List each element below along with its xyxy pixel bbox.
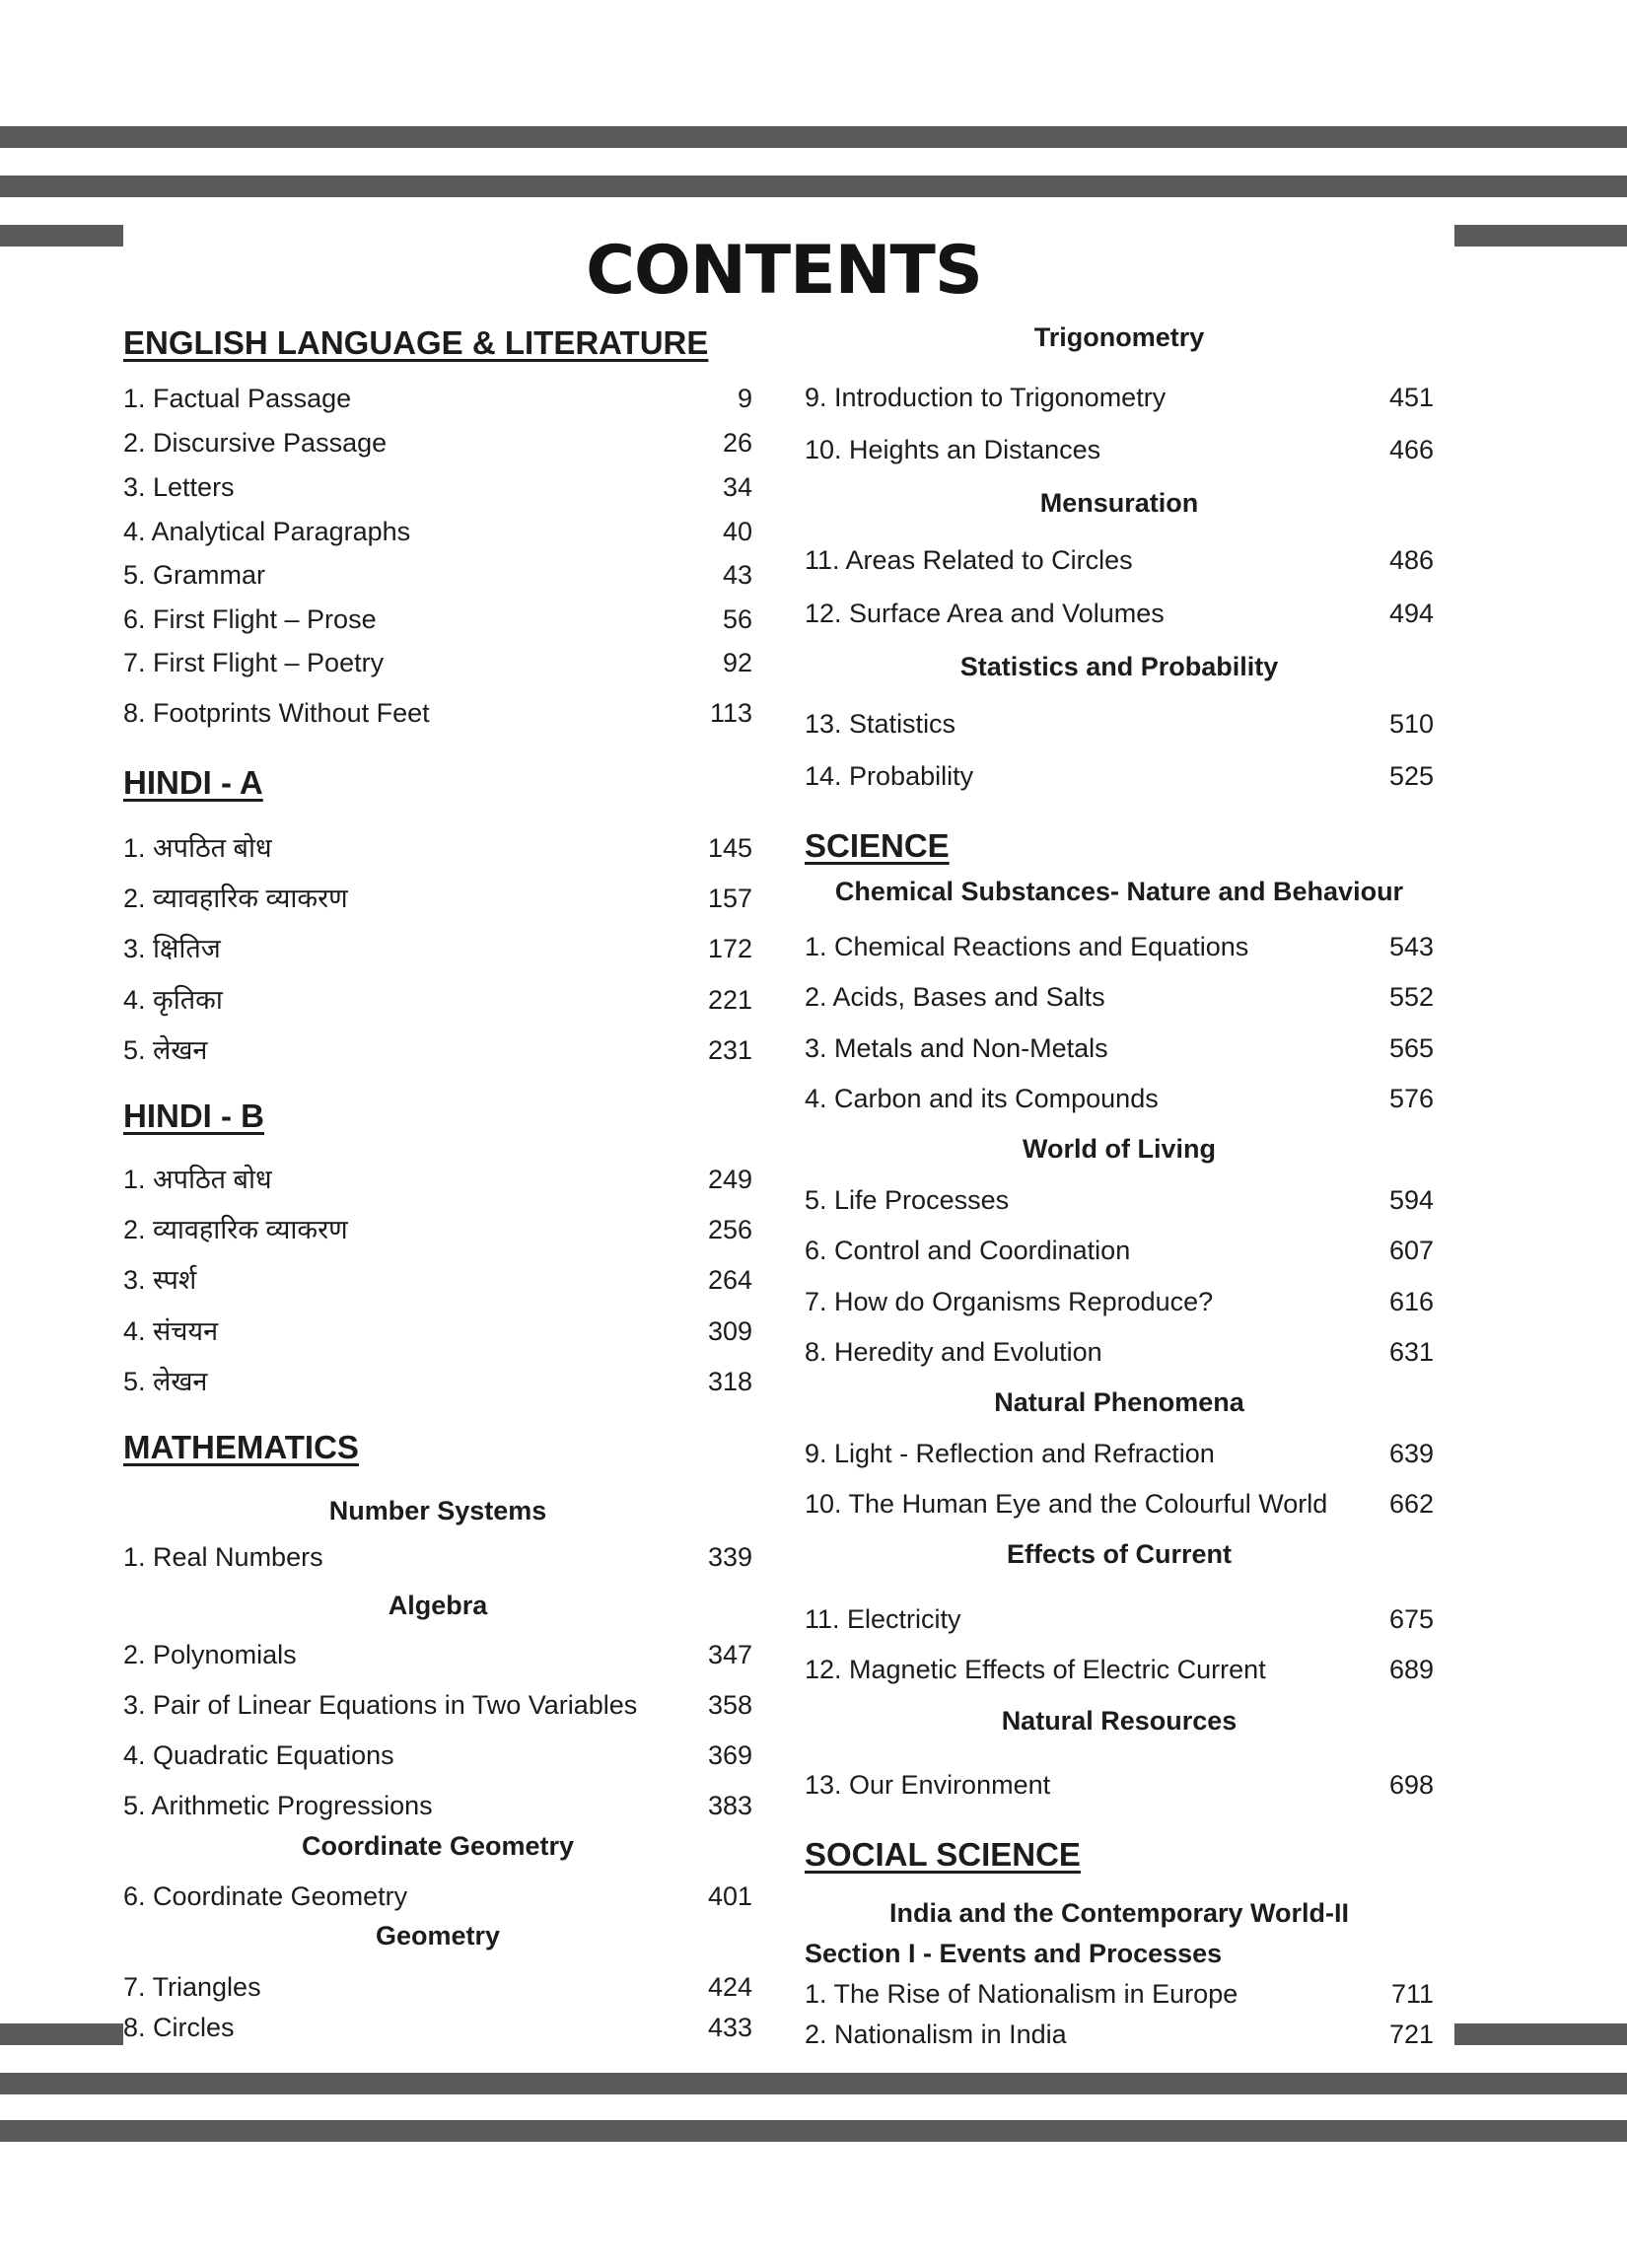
section-heading-social-science: SOCIAL SCIENCE: [805, 1836, 1081, 1873]
toc-entry[interactable]: [123, 982, 752, 1018]
entry-title: 5. Life Processes: [805, 1185, 1010, 1215]
entry-page: 383: [707, 1791, 752, 1820]
entry-page: 401: [707, 1881, 752, 1911]
toc-entry[interactable]: [123, 1788, 752, 1823]
bottom-stripe-1: [0, 2073, 1627, 2094]
top-stripe-2: [0, 176, 1627, 197]
toc-entry[interactable]: [805, 380, 1434, 415]
toc-entry[interactable]: [123, 557, 752, 593]
top-stripe-1: [0, 126, 1627, 148]
entry-title: 5. लेखन: [123, 1367, 208, 1396]
subheading-effects-of-current: Effects of Current: [1006, 1539, 1233, 1569]
subheading-world-of-living: World of Living: [1023, 1134, 1216, 1164]
toc-entry[interactable]: [123, 1687, 752, 1723]
toc-entry[interactable]: [805, 706, 1434, 742]
toc-entry[interactable]: [123, 1878, 752, 1914]
toc-entry[interactable]: [805, 1976, 1434, 2012]
subheading-mensuration: Mensuration: [1039, 488, 1199, 518]
subheading-number-systems: Number Systems: [328, 1496, 547, 1525]
entry-title: 12. Surface Area and Volumes: [805, 599, 1165, 628]
toc-entry[interactable]: [805, 1233, 1434, 1268]
subheading-natural-resources: Natural Resources: [1001, 1706, 1238, 1736]
entry-page: 486: [1388, 545, 1434, 575]
toc-entry[interactable]: [805, 432, 1434, 467]
entry-page: 698: [1388, 1770, 1434, 1800]
entry-title: 2. व्यावहारिक व्याकरण: [123, 884, 348, 913]
toc-entry[interactable]: [805, 1436, 1434, 1471]
entry-title: 8. Footprints Without Feet: [123, 698, 430, 728]
section-heading-mathematics: MATHEMATICS: [123, 1429, 359, 1465]
entry-page: 256: [707, 1215, 752, 1244]
toc-entry[interactable]: [805, 2017, 1434, 2052]
subheading-trigonometry: Trigonometry: [1033, 322, 1205, 352]
toc-entry[interactable]: [123, 830, 752, 866]
entry-title: 4. Analytical Paragraphs: [123, 517, 411, 546]
toc-entry[interactable]: [805, 1767, 1434, 1803]
entry-title: 7. Triangles: [123, 1972, 261, 2002]
entry-page: 9: [737, 384, 752, 413]
page-title: CONTENTS: [586, 232, 982, 310]
entry-title: 10. The Human Eye and the Colourful World: [805, 1489, 1328, 1519]
entry-title: 7. How do Organisms Reproduce?: [805, 1287, 1214, 1316]
toc-entry[interactable]: [123, 695, 752, 731]
toc-entry[interactable]: [123, 1212, 752, 1247]
toc-entry[interactable]: [123, 1313, 752, 1349]
entry-title: 9. Light - Reflection and Refraction: [805, 1439, 1215, 1468]
entry-title: 2. Acids, Bases and Salts: [805, 982, 1105, 1012]
entry-page: 525: [1388, 761, 1434, 791]
entry-title: 3. स्पर्श: [123, 1265, 197, 1295]
toc-entry[interactable]: [123, 645, 752, 680]
toc-entry[interactable]: [123, 1364, 752, 1399]
entry-title: 11. Electricity: [805, 1604, 961, 1634]
entry-page: 721: [1388, 2020, 1434, 2049]
entry-title: 5. Grammar: [123, 560, 266, 590]
entry-title: 1. अपठित बोध: [123, 1165, 272, 1194]
entry-page: 40: [722, 517, 752, 546]
entry-title: 3. क्षितिज: [123, 934, 221, 963]
entry-page: 576: [1388, 1084, 1434, 1113]
entry-page: 510: [1388, 709, 1434, 739]
entry-page: 433: [707, 2013, 752, 2042]
entry-title: 6. First Flight – Prose: [123, 604, 377, 634]
toc-entry[interactable]: [123, 602, 752, 637]
toc-entry[interactable]: [123, 1162, 752, 1197]
entry-title: 8. Heredity and Evolution: [805, 1337, 1102, 1367]
toc-entry[interactable]: [805, 1081, 1434, 1116]
toc-entry[interactable]: [123, 2010, 752, 2045]
entry-title: 1. Factual Passage: [123, 384, 352, 413]
entry-title: 3. Letters: [123, 472, 235, 502]
toc-entry[interactable]: [123, 514, 752, 549]
entry-title: 1. अपठित बोध: [123, 833, 272, 863]
toc-entry[interactable]: [805, 758, 1434, 794]
section-heading-hindi-b: HINDI - B: [123, 1098, 264, 1134]
entry-page: 607: [1388, 1236, 1434, 1265]
toc-entry[interactable]: [123, 1539, 752, 1575]
entry-page: 358: [707, 1690, 752, 1720]
toc-entry[interactable]: [123, 1637, 752, 1672]
toc-entry[interactable]: [123, 425, 752, 461]
toc-entry[interactable]: [805, 979, 1434, 1015]
toc-entry[interactable]: [123, 1032, 752, 1068]
entry-title: 1. Real Numbers: [123, 1542, 323, 1572]
entry-page: 662: [1388, 1489, 1434, 1519]
toc-entry[interactable]: [805, 1030, 1434, 1066]
entry-page: 616: [1388, 1287, 1434, 1316]
entry-page: 231: [707, 1035, 752, 1065]
toc-entry[interactable]: [123, 1969, 752, 2005]
entry-title: 12. Magnetic Effects of Electric Current: [805, 1655, 1266, 1684]
entry-title: 4. संचयन: [123, 1316, 219, 1346]
bottom-left-tab: [0, 2023, 123, 2045]
subheading-coordinate-geometry: Coordinate Geometry: [301, 1831, 575, 1861]
entry-page: 249: [707, 1165, 752, 1194]
entry-page: 424: [707, 1972, 752, 2002]
entry-title: 6. Control and Coordination: [805, 1236, 1131, 1265]
entry-title: 4. कृतिका: [123, 985, 223, 1015]
entry-page: 543: [1388, 932, 1434, 961]
entry-title: 13. Statistics: [805, 709, 956, 739]
subheading-algebra: Algebra: [388, 1591, 488, 1620]
toc-entry[interactable]: [805, 542, 1434, 578]
entry-title: 1. Chemical Reactions and Equations: [805, 932, 1249, 961]
entry-title: 5. Arithmetic Progressions: [123, 1791, 433, 1820]
entry-page: 639: [1388, 1439, 1434, 1468]
entry-page: 369: [707, 1740, 752, 1770]
entry-title: 2. Discursive Passage: [123, 428, 388, 458]
entry-page: 264: [707, 1265, 752, 1295]
toc-entry[interactable]: [805, 1486, 1434, 1522]
subheading-india-contemporary-world: India and the Contemporary World-II: [888, 1898, 1350, 1928]
toc-entry[interactable]: [805, 1284, 1434, 1319]
entry-page: 552: [1388, 982, 1434, 1012]
entry-title: 14. Probability: [805, 761, 974, 791]
section-heading-english: ENGLISH LANGUAGE & LITERATURE: [123, 324, 709, 361]
entry-page: 565: [1388, 1033, 1434, 1063]
entry-page: 339: [707, 1542, 752, 1572]
entry-title: 7. First Flight – Poetry: [123, 648, 385, 677]
entry-title: 10. Heights an Distances: [805, 435, 1101, 464]
entry-page: 675: [1388, 1604, 1434, 1634]
entry-page: 494: [1388, 599, 1434, 628]
entry-title: 13. Our Environment: [805, 1770, 1051, 1800]
entry-page: 318: [707, 1367, 752, 1396]
entry-title: 4. Carbon and its Compounds: [805, 1084, 1159, 1113]
entry-title: 3. Pair of Linear Equations in Two Variables: [123, 1690, 638, 1720]
entry-page: 631: [1388, 1337, 1434, 1367]
entry-page: 92: [722, 648, 752, 677]
entry-title: 9. Introduction to Trigonometry: [805, 383, 1167, 412]
section-heading-hindi-a: HINDI - A: [123, 764, 263, 801]
toc-entry[interactable]: [805, 1334, 1434, 1370]
entry-page: 145: [707, 833, 752, 863]
entry-title: 4. Quadratic Equations: [123, 1740, 394, 1770]
subheading-natural-phenomena: Natural Phenomena: [994, 1387, 1244, 1417]
bottom-stripe-2: [0, 2120, 1627, 2142]
entry-title: 6. Coordinate Geometry: [123, 1881, 408, 1911]
entry-page: 451: [1388, 383, 1434, 412]
entry-page: 221: [707, 985, 752, 1015]
entry-title: 2. Polynomials: [123, 1640, 297, 1669]
toc-entry[interactable]: [805, 1652, 1434, 1687]
toc-entry[interactable]: [805, 596, 1434, 631]
toc-entry[interactable]: [123, 881, 752, 916]
entry-page: 43: [722, 560, 752, 590]
entry-title: 11. Areas Related to Circles: [805, 545, 1133, 575]
entry-title: 2. व्यावहारिक व्याकरण: [123, 1215, 348, 1244]
entry-title: 1. The Rise of Nationalism in Europe: [805, 1979, 1238, 2009]
entry-page: 711: [1390, 1979, 1434, 2009]
entry-page: 689: [1388, 1655, 1434, 1684]
entry-page: 56: [722, 604, 752, 634]
section-heading-science: SCIENCE: [805, 827, 950, 864]
entry-page: 113: [709, 698, 752, 728]
entry-page: 157: [707, 884, 752, 913]
section-label-events-processes: Section I - Events and Processes: [805, 1939, 1223, 1968]
entry-title: 8. Circles: [123, 2013, 235, 2042]
bottom-right-tab: [1454, 2023, 1627, 2045]
entry-page: 172: [707, 934, 752, 963]
entry-page: 594: [1388, 1185, 1434, 1215]
toc-entry[interactable]: [123, 469, 752, 505]
toc-entry[interactable]: [123, 931, 752, 966]
subheading-statistics-probability: Statistics and Probability: [959, 652, 1279, 681]
toc-entry[interactable]: [123, 1737, 752, 1773]
toc-entry[interactable]: [123, 381, 752, 416]
toc-entry[interactable]: [805, 929, 1434, 964]
entry-title: 2. Nationalism in India: [805, 2020, 1067, 2049]
toc-entry[interactable]: [805, 1601, 1434, 1637]
entry-page: 309: [707, 1316, 752, 1346]
entry-title: 5. लेखन: [123, 1035, 208, 1065]
toc-entry[interactable]: [123, 1262, 752, 1298]
entry-page: 347: [707, 1640, 752, 1669]
entry-page: 466: [1388, 435, 1434, 464]
toc-entry[interactable]: [805, 1182, 1434, 1218]
entry-page: 26: [722, 428, 752, 458]
subheading-geometry: Geometry: [375, 1921, 501, 1950]
entry-page: 34: [722, 472, 752, 502]
subheading-chemical-substances: Chemical Substances- Nature and Behaviour: [834, 877, 1404, 906]
entry-title: 3. Metals and Non-Metals: [805, 1033, 1108, 1063]
